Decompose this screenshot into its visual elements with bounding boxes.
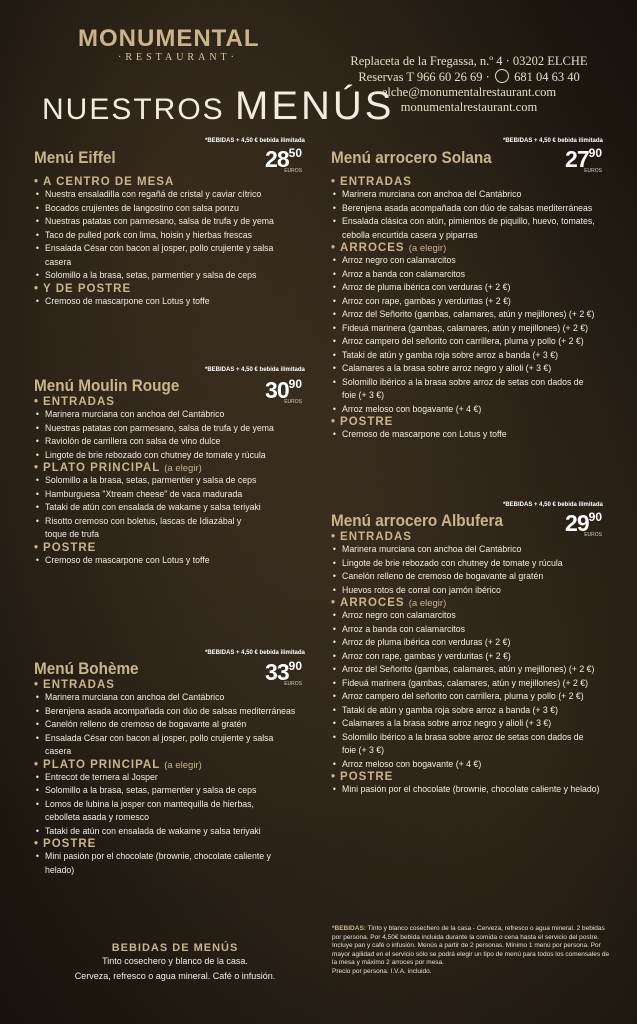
price-moulin: $30^{90}$ EUROS	[265, 377, 302, 405]
list-item: • Arroz negro con calamarcitos	[331, 609, 598, 623]
phones: Reservas T 966 60 26 69 · 681 04 63 40	[358, 70, 580, 84]
list-item: • Nuestras patatas con parmesano, salsa de trufa y de yema	[34, 215, 310, 229]
list-item: • Cremoso de mascarpone con Lotus y toffe	[331, 428, 598, 442]
list-item: • Mini pasión por el chocolate (brownie, chocolate caliente y helado)	[34, 850, 284, 877]
whatsapp-icon	[495, 69, 509, 83]
bebidas-line1: Tinto cosechero y blanco de la casa.	[102, 956, 248, 966]
list-item: • Arroz de pluma ibérica con verduras (+ 2 €)	[331, 281, 598, 295]
drink-note: *BEBIDAS + 4,50 € bebida ilimitada	[205, 138, 305, 144]
menu-title: Menú arrocero Albufera	[331, 511, 504, 530]
title-line1: NUESTROS	[42, 93, 225, 126]
drink-note: *BEBIDAS + 4,50 € bebida ilimitada	[503, 502, 603, 508]
list-item: • Cremoso de mascarpone con Lotus y toffe	[34, 295, 310, 309]
section-heading: • ENTRADAS	[331, 531, 412, 543]
list-item: • Tataki de atún con ensalada de wakame y salsa teriyaki	[34, 501, 310, 515]
list-item: • Canelón relleno de cremoso de bogavante al gratén	[34, 718, 310, 732]
list-item: • Calamares a la brasa sobre arroz negro y alioli (+ 3 €)	[331, 362, 598, 376]
brand-name: MONUMENTAL	[78, 25, 260, 52]
menu-solana	[331, 148, 621, 442]
list-item: • Berenjena asada acompañada con dúo de salsas mediterráneas	[331, 202, 598, 216]
list-item: • Solomillo a la brasa, setas, parmentier y salsa de ceps	[34, 269, 310, 283]
section-heading: • PLATO PRINCIPAL (a elegir)	[34, 758, 202, 771]
menu-title: Menú Bohème	[34, 659, 139, 678]
footnote-text: Tinto y blanco cosechero de la casa - Cerveza, refresco o agua mineral. 2 bebidas por persona. Por 4,50€ bebida incluida durante la comida o cena hasta el servicio del postre. Incluye pan y café o infusión. Menús a partir de 2 personas. Mínimo 1 menú por persona. Por mayor agilidad en el servicio sólo se podrá elegir un tipo de menú para todos los comensales de la mesa y máximo 2 arroces por mesa.	[332, 925, 610, 967]
price-solana: $27^{90}$ EUROS	[565, 146, 602, 174]
section-heading: • ARROCES (a elegir)	[331, 242, 447, 254]
list-item: • Lingote de brie rebozado con chutney de tomate y rúcula	[34, 449, 310, 463]
list-item: • Arroz meloso con bogavante (+ 4 €)	[331, 758, 598, 772]
list-item: • Arroz campero del señorito con carrillera, pluma y pollo (+ 2 €)	[331, 335, 598, 349]
list-item: • Arroz negro con calamarcitos	[331, 254, 598, 268]
bebidas-line2: Cerveza, refresco o agua mineral. Café o infusión.	[74, 971, 276, 981]
list-item: • Marinera murciana con anchoa del Cantábrico	[331, 543, 598, 557]
list-item: • Taco de pulled pork con lima, hoisin y hierbas frescas	[34, 229, 310, 243]
section-heading: • ENTRADAS	[331, 176, 412, 188]
whatsapp-number[interactable]: 681 04 63 40	[514, 70, 580, 84]
menu-moulin-rouge	[34, 376, 334, 567]
menu-albufera	[331, 511, 621, 797]
list-item: • Cremoso de mascarpone con Lotus y toffe	[34, 554, 310, 568]
drink-note: *BEBIDAS + 4,50 € bebida ilimitada	[205, 367, 305, 373]
drink-note: *BEBIDAS + 4,50 € bebida ilimitada	[503, 138, 603, 144]
web-link[interactable]: monumentalrestaurant.com	[400, 100, 538, 114]
list-item: • Risotto cremoso con boletus, lascas de Idiazábal y toque de trufa	[34, 515, 257, 542]
menu-eiffel	[34, 148, 334, 308]
reservas-label: Reservas	[358, 70, 404, 84]
list-item: • Arroz del Señorito (gambas, calamares, atún y mejillones) (+ 2 €)	[331, 308, 598, 322]
section-heading: • POSTRE	[331, 416, 394, 428]
list-item: • Arroz campero del señorito con carrillera, pluma y pollo (+ 2 €)	[331, 690, 598, 704]
section-heading: • POSTRE	[331, 771, 394, 783]
list-item: • Arroz a banda con calamarcitos	[331, 268, 598, 282]
section-heading: • A CENTRO DE MESA	[34, 176, 175, 188]
list-item: • Marinera murciana con anchoa del Cantábrico	[331, 188, 598, 202]
list-item: • Solomillo a la brasa, setas, parmentier y salsa de ceps	[34, 474, 310, 488]
list-item: • Arroz con rape, gambas y verduritas (+ 2 €)	[331, 295, 598, 309]
section-heading: • POSTRE	[34, 838, 97, 850]
restaurant-logo	[78, 26, 278, 63]
list-item: • Fideuá marinera (gambas, calamares, atún y mejillones) (+ 2 €)	[331, 322, 598, 336]
section-heading: • ENTRADAS	[34, 679, 115, 691]
section-heading: • POSTRE	[34, 541, 97, 554]
section-heading: • ARROCES (a elegir)	[331, 597, 447, 609]
list-item: • Solomillo a la brasa, setas, parmentier y salsa de ceps	[34, 784, 310, 798]
list-item: • Solomillo ibérico a la brasa sobre arroz de setas con dados de foie (+ 3 €)	[331, 731, 595, 758]
list-item: • Nuestras patatas con parmesano, salsa de trufa y de yema	[34, 422, 310, 436]
section-heading: • Y DE POSTRE	[34, 282, 132, 295]
menu-title: Menú Eiffel	[34, 148, 116, 167]
list-item: • Tataki de atún con ensalada de wakame y salsa teriyaki	[34, 825, 310, 839]
list-item: • Tataki de atún y gamba roja sobre arroz a banda (+ 3 €)	[331, 349, 598, 363]
list-item: • Canelón relleno de cremoso de bogavante al gratén	[331, 570, 598, 584]
price-eiffel: $28^{50}$ EUROS	[265, 146, 302, 174]
price-boheme: $33^{90}$ EUROS	[265, 659, 302, 687]
price-albufera: $29^{90}$ EUROS	[565, 510, 602, 538]
contact-block	[334, 54, 604, 115]
menu-title: Menú Moulin Rouge	[34, 376, 180, 395]
list-item: • Ensalada César con bacon al josper, pollo crujiente y salsa casera	[34, 732, 284, 759]
list-item: • Arroz de pluma ibérica con verduras (+ 2 €)	[331, 636, 598, 650]
menu-boheme	[34, 659, 334, 877]
list-item: • Lingote de brie rebozado con chutney de tomate y rúcula	[331, 557, 598, 571]
phone-number[interactable]: T 966 60 26 69	[406, 70, 483, 84]
bebidas-box	[60, 942, 290, 984]
list-item: • Ensalada clásica con atún, pimientos de piquillo, huevo, tomates, cebolla encurtida casera y piparras	[331, 215, 595, 242]
list-item: • Mini pasión por el chocolate (brownie, chocolate caliente y helado)	[331, 783, 598, 797]
list-item: • Arroz meloso con bogavante (+ 4 €)	[331, 403, 598, 417]
footnote-lead: *BEBIDAS:	[332, 925, 366, 932]
list-item: • Hamburguesa "Xtream cheese" de vaca madurada	[34, 488, 310, 502]
list-item: • Ensalada César con bacon al josper, pollo crujiente y salsa casera	[34, 242, 284, 269]
address: Replaceta de la Fregassa, n.º 4 · 03202 ELCHE	[350, 54, 588, 68]
list-item: • Calamares a la brasa sobre arroz negro y alioli (+ 3 €)	[331, 717, 598, 731]
list-item: • Entrecot de ternera al Josper	[34, 771, 310, 785]
list-item: • Lomos de lubina la josper con mantequilla de hierbas, cebolleta asada y romesco	[34, 798, 275, 825]
list-item: • Marinera murciana con anchoa del Cantábrico	[34, 408, 310, 422]
email-link[interactable]: elche@monumentalrestaurant.com	[381, 85, 557, 99]
list-item: • Arroz con rape, gambas y verduritas (+ 2 €)	[331, 650, 598, 664]
list-item: • Huevos rotos de corral con jamón ibérico	[331, 584, 598, 598]
list-item: • Berenjena asada acompañada con dúo de salsas mediterráneas	[34, 705, 310, 719]
section-heading: • PLATO PRINCIPAL (a elegir)	[34, 462, 202, 474]
title-line2: MENÚS	[235, 84, 395, 128]
bebidas-title: BEBIDAS DE MENÚS	[111, 942, 239, 954]
footnote-tail: Precio por persona. I.V.A. incluido.	[332, 967, 432, 975]
menu-title: Menú arrocero Solana	[331, 148, 492, 167]
brand-subtitle: ·RESTAURANT·	[118, 52, 238, 63]
section-heading: • ENTRADAS	[34, 396, 115, 408]
list-item: • Tataki de atún y gamba roja sobre arroz a banda (+ 3 €)	[331, 704, 598, 718]
list-item: • Raviolón de carrillera con salsa de vino dulce	[34, 435, 310, 449]
list-item: • Arroz del Señorito (gambas, calamares, atún y mejillones) (+ 2 €)	[331, 663, 598, 677]
list-item: • Solomillo ibérico a la brasa sobre arroz de setas con dados de foie (+ 3 €)	[331, 376, 595, 403]
drink-note: *BEBIDAS + 4,50 € bebida ilimitada	[205, 650, 305, 656]
list-item: • Marinera murciana con anchoa del Cantábrico	[34, 691, 310, 705]
list-item: • Fideuá marinera (gambas, calamares, atún y mejillones) (+ 2 €)	[331, 677, 598, 691]
list-item: • Bocados crujientes de langostino con salsa ponzu	[34, 202, 310, 216]
list-item: • Arroz a banda con calamarcitos	[331, 623, 598, 637]
list-item: • Nuestra ensaladilla con regañá de cristal y caviar cítrico	[34, 188, 310, 202]
footnote	[332, 925, 610, 977]
